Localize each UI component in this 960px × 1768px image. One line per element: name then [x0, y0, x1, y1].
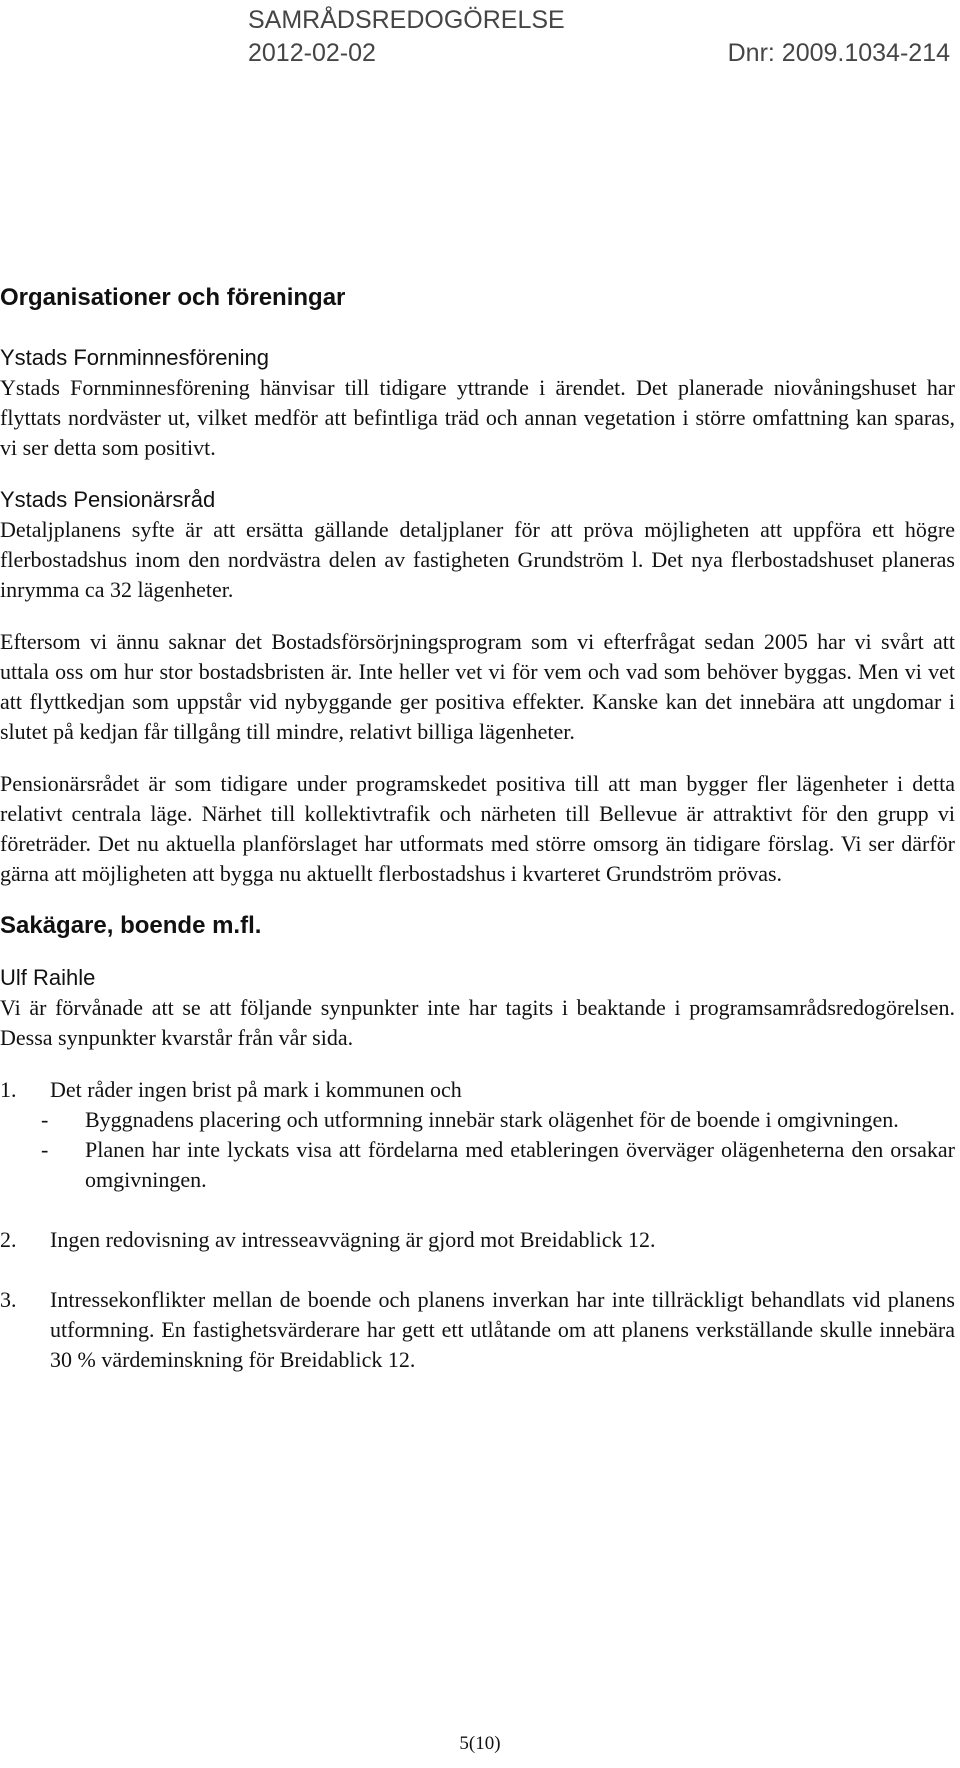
- dash-marker: -: [41, 1107, 49, 1132]
- sender-ulf-raihle: Ulf Raihle: [0, 965, 96, 990]
- sender-fornminnesforening: Ystads Fornminnesförening: [0, 345, 270, 370]
- pensionarsrad-paragraph-1: Detaljplanens syfte är att ersätta gällande detaljplaner för att pröva möjligheten att uppföra ett högre flerbostadshus inom den nordvästra delen av fastigheten Grundström l. Det nya flerbostadshuset planeras inrymma ca 32 lägenheter.: [0, 517, 955, 602]
- section-heading-organisations: Organisationer och föreningar: [0, 284, 346, 311]
- raihle-points-list: [0, 1075, 955, 1375]
- list-item: [0, 1075, 955, 1105]
- document-type: SAMRÅDSREDOGÖRELSE: [248, 6, 565, 34]
- sub-list-item: [0, 1135, 955, 1195]
- list-item-number: 2.: [0, 1227, 17, 1252]
- page-number: 5(10): [459, 1733, 501, 1754]
- fornminnesforening-statement: Ystads Fornminnesförening hänvisar till tidigare yttrande i ärendet. Det planerade niovåningshuset har flyttats nordväster ut, vilket medför att befintliga träd och annan vegetation i större omfattning kan sparas, vi ser detta som positivt.: [0, 375, 955, 460]
- list-item: [0, 1225, 955, 1255]
- sender-pensionarsrad: Ystads Pensionärsråd: [0, 487, 216, 512]
- list-item-text: Det råder ingen brist på mark i kommunen och: [50, 1077, 462, 1102]
- list-item-number: 3.: [0, 1287, 17, 1312]
- document-body: [0, 283, 955, 1375]
- dash-marker: -: [41, 1137, 49, 1162]
- sub-list-item: [0, 1105, 955, 1135]
- list-item-text: Intressekonflikter mellan de boende och planens inverkan har inte tillräckligt behandlats vid planens utformning. En fastighetsvärderare har gett ett utlåtande om att planens verkställande skulle innebära 30 % värdeminskning för Breidablick 12.: [50, 1287, 955, 1372]
- list-item-number: 1.: [0, 1077, 17, 1102]
- section-heading-owners: Sakägare, boende m.fl.: [0, 912, 262, 939]
- document-dnr: Dnr: 2009.1034-214: [727, 39, 950, 67]
- sub-list-item-text: Planen har inte lyckats visa att fördelarna med etableringen överväger olägenheterna den orsakar omgivningen.: [85, 1137, 955, 1192]
- sub-list-item-text: Byggnadens placering och utformning innebär stark olägenhet för de boende i omgivningen.: [85, 1107, 899, 1132]
- pensionarsrad-paragraph-2: Eftersom vi ännu saknar det Bostadsförsörjningsprogram som vi efterfrågat sedan 2005 har vi svårt att uttala oss om hur stor bostadsbristen är. Inte heller vet vi för vem och vad som behöver byggas. Men vi vet att flyttkedjan som uppstår vid nybyggande ger positiva effekter. Kanske kan det innebära att ungdomar i slutet på kedjan får tillgång till mindre, relativt billiga lägenheter.: [0, 629, 955, 744]
- pensionarsrad-paragraph-3: Pensionärsrådet är som tidigare under programskedet positiva till att man bygger fler lägenheter i detta relativt centrala läge. Närhet till kollektivtrafik och närheten till Bellevue är attraktivt för den grupp vi företräder. Det nu aktuella planförslaget har utformats med större omsorg än tidigare förslag. Vi ser därför gärna att möjligheten att bygga nu aktuellt flerbostadshus i kvarteret Grundström prövas.: [0, 771, 955, 886]
- raihle-intro: Vi är förvånade att se att följande synpunkter inte har tagits i beaktande i programsamrådsredogörelsen. Dessa synpunkter kvarstår från vår sida.: [0, 995, 955, 1050]
- list-item-text: Ingen redovisning av intresseavvägning är gjord mot Breidablick 12.: [50, 1227, 656, 1252]
- list-item: [0, 1285, 955, 1375]
- sub-points-list: [0, 1105, 955, 1195]
- document-date: 2012-02-02: [248, 39, 376, 67]
